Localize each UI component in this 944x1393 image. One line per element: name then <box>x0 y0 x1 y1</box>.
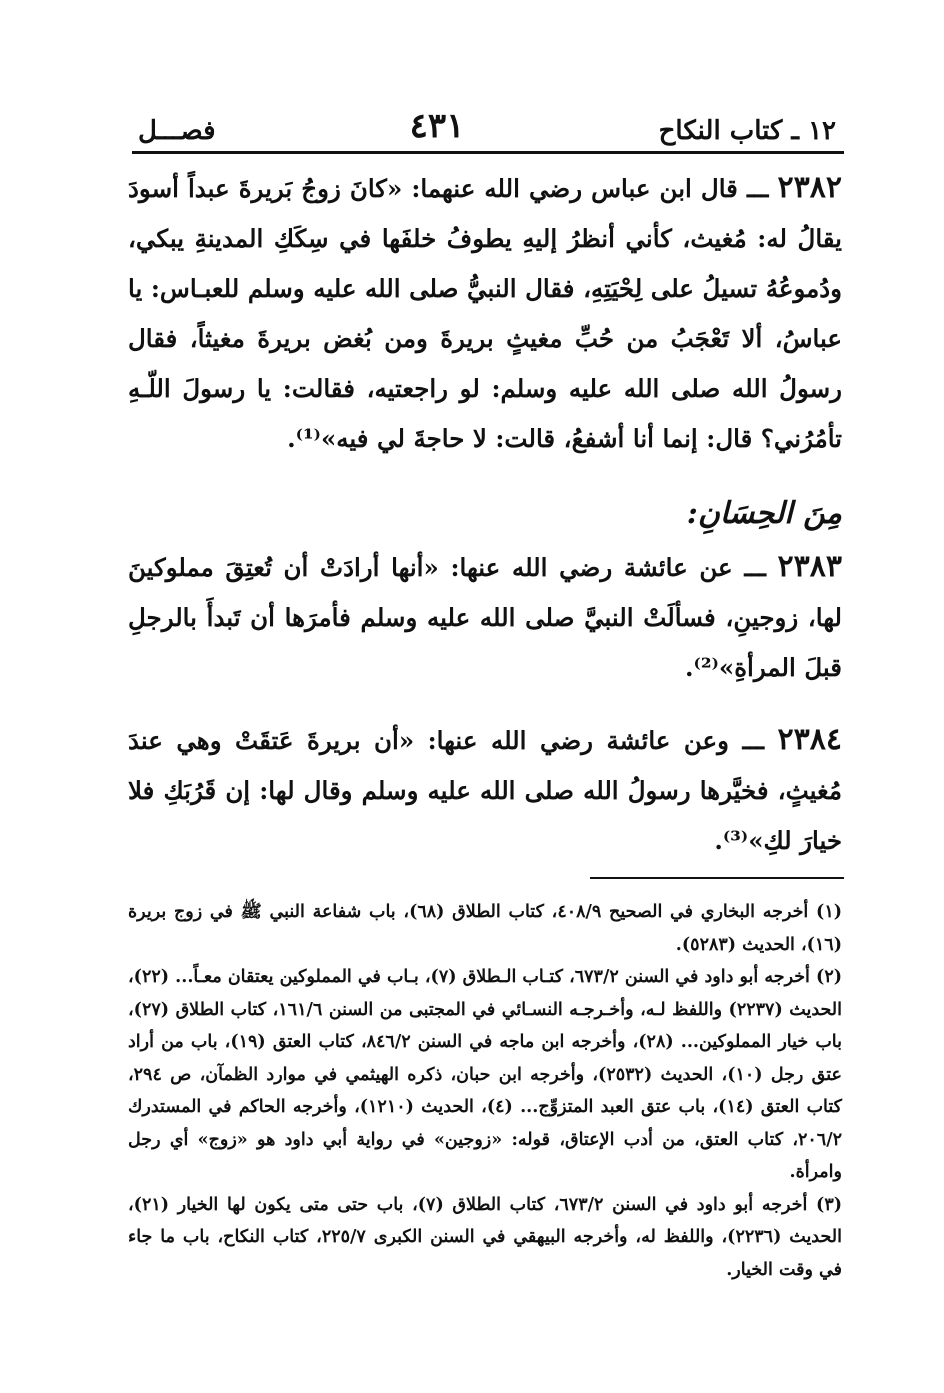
section-label: فصـــل <box>138 116 216 146</box>
spacer <box>128 464 842 486</box>
page-number: ٤٣١ <box>409 106 465 146</box>
footnote-2: (٢) أخرجه أبو داود في السنن ٦٧٣/٢، كتـاب الـطلاق (٧)، بـاب في المملوكين يعتقان معـاً... (٢٢)، الحديث (٢٢٣٧) واللفظ لـه، وأخـرجـه النسـائي في المجتبى من السنن ١٦١/٦، كتاب الطلاق (٢٧)، باب خيار المملوكين... (٢٨)، وأخرجه ابن ماجه في السنن ٨٤٦/٢، كتاب العتق (١٩)، باب من أراد عتق رجل (١٠)، الحديث (٢٥٣٢)، وأخرجه ابن حبان، ذكره الهيثمي في موارد الظمآن، ص ٢٩٤، كتاب العتق (١٤)، باب عتق العبد المتزوِّج... (٤)، الحديث (١٢١٠)، وأخرجه الحاكم في المستدرك ٢٠٦/٢، كتاب العتق، من أدب الإعتاق، قوله: «زوجين» في رواية أبي داود هو «زوج» أي رجل وامرأة. <box>128 967 843 1182</box>
hadith-text: ـــ عن عائشة رضي الله عنها: «أنها أرادَتْ أن تُعتِقَ مملوكينَ لها، زوجينِ، فسألَتْ النبيَّ صلى الله عليه وسلم فأمرَها أن تَبدأَ بالرجلِ قبلَ المرأةِ»⁽²⁾. <box>128 553 842 682</box>
section-title: مِنَ الحِسَانِ: <box>686 496 842 531</box>
hadith-text: ـــ وعن عائشة رضي الله عنها: «أن بريرةَ عَتقَتْ وهي عندَ مُغيثٍ، فخيَّرها رسولُ الله صلى الله عليه وسلم وقال لها: إن قَرُبَكِ فلا خيارَ لكِ»⁽³⁾. <box>128 726 842 855</box>
footnote-1: (١) أخرجه البخاري في الصحيح ٤٠٨/٩، كتاب الطلاق (٦٨)، باب شفاعة النبي ﷺ في زوج بريرة (١٦)، الحديث (٥٢٨٣). <box>128 902 842 955</box>
footnote-rule <box>590 877 844 879</box>
hadith-text: ـــ قال ابن عباس رضي الله عنهما: «كانَ زوجُ بَريرةَ عبداً أسودَ يقالُ له: مُغيث، كأني أنظرُ إليهِ يطوفُ خلفَها في سِكَكِ المدينةِ يبكي، ودُموعُهُ تسيلُ على لِحْيَتِهِ، فقال النبيُّ صلى الله عليه وسلم للعبـاس: يا عباسُ، ألا تَعْجَبُ من حُبِّ مغيثٍ بريرةَ ومن بُغض بريرةَ مغيثاً، فقال رسولُ الله صلى الله عليه وسلم: لو راجعتيه، فقالت: يا رسولَ اللّـهِ تأمُرُني؟ قال: إنما أنا أشفعُ، قالت: لا حاجةَ لي فيه»⁽¹⁾. <box>128 174 842 453</box>
footnotes <box>128 896 842 1286</box>
hadith-number: ٢٣٨٢ <box>777 170 842 205</box>
chapter-title: ١٢ ـ كتاب النكاح <box>658 116 836 146</box>
footnote-3: (٣) أخرجه أبو داود في السنن ٦٧٣/٢، كتاب الطلاق (٧)، باب حتى متى يكون لها الخيار (٢١)، الحديث (٢٢٣٦)، واللفظ له، وأخرجه البيهقي في السنن الكبرى ٢٢٥/٧، كتاب النكاح، باب ما جاء في وقت الخيار. <box>128 1194 842 1280</box>
hadith-number: ٢٣٨٤ <box>777 722 842 757</box>
spacer <box>128 693 842 715</box>
hadith-2382 <box>128 163 842 464</box>
main-text <box>128 163 842 866</box>
page-header <box>138 96 836 146</box>
hadith-number: ٢٣٨٣ <box>777 549 842 584</box>
hadith-2383 <box>128 542 842 693</box>
header-rule <box>132 151 844 154</box>
hadith-2384 <box>128 715 842 866</box>
